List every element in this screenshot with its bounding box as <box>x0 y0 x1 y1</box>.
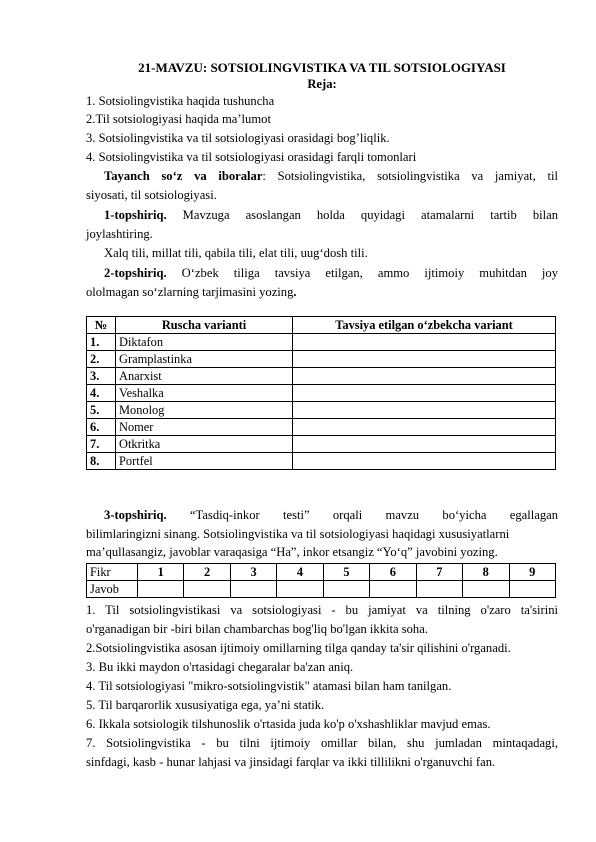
answer-cell[interactable] <box>230 581 276 598</box>
statement-line: 6. Ikkala sotsiologik tilshunoslik o'rtasida juda ko'p o'xshashliklar mavjud emas. <box>86 717 491 731</box>
row-number: 3. <box>87 368 116 385</box>
col-number-header: № <box>87 317 116 334</box>
uzbek-answer-cell[interactable] <box>293 453 556 470</box>
task2-text-cont <box>86 284 558 300</box>
task2-text: O‘zbek tiliga tavsiya etilgan, ammo ijtimoiy muhitdan joy <box>166 266 558 280</box>
uzbek-answer-cell[interactable] <box>293 351 556 368</box>
answer-row <box>87 581 556 598</box>
keywords-text-cont: siyosati, til sotsiologiyasi. <box>86 188 217 202</box>
keywords-label: Tayanch so‘z va iboralar <box>104 169 263 183</box>
answer-cell[interactable] <box>509 581 556 598</box>
statement-number: 8 <box>463 564 509 581</box>
task2-label: 2-topshiriq. <box>104 266 167 280</box>
statement-number: 4 <box>277 564 323 581</box>
task3-label: 3-topshiriq. <box>104 508 167 522</box>
task1-label: 1-topshiriq. <box>104 208 167 222</box>
page-title: 21-MAVZU: SOTSIOLINGVISTIKA VA TIL SOTSIOLOGIYASI <box>138 60 506 75</box>
table-row <box>87 419 556 436</box>
russian-word: Anarxist <box>116 368 293 385</box>
russian-word: Monolog <box>116 402 293 419</box>
answer-cell[interactable] <box>463 581 509 598</box>
task1-text: Mavzuga asoslangan holda quyidagi atamalarni tartib bilan <box>166 208 558 222</box>
answer-cell[interactable] <box>184 581 230 598</box>
russian-word: Nomer <box>116 419 293 436</box>
answer-cell[interactable] <box>138 581 184 598</box>
russian-word: Portfel <box>116 453 293 470</box>
answer-cell[interactable] <box>277 581 323 598</box>
plan-item: 1. Sotsiolingvistika haqida tushuncha <box>86 94 275 108</box>
row-number: 8. <box>87 453 116 470</box>
plan-item: 3. Sotsiolingvistika va til sotsiologiyasi orasidagi bog’liqlik. <box>86 131 390 145</box>
uzbek-answer-cell[interactable] <box>293 402 556 419</box>
statement-line: 5. Til barqarorlik xususiyatiga ega, ya’ni statik. <box>86 698 325 712</box>
answer-cell[interactable] <box>323 581 369 598</box>
plan-item: 4. Sotsiolingvistika va til sotsiologiyasi orasidagi farqli tomonlari <box>86 150 417 164</box>
keywords-text: : Sotsiolingvistika, sotsiolingvistika va jamiyat, til <box>262 169 558 183</box>
table-row <box>87 402 556 419</box>
task1-terms: Xalq tili, millat tili, qabila tili, elat tili, uug‘dosh tili. <box>104 246 368 260</box>
statement-line: 2.Sotsiolingvistika asosan ijtimoiy omillarning tilga qanday ta'sir qilishini o'rganadi. <box>86 641 511 655</box>
answer-row-label: Javob <box>87 581 138 598</box>
statement-line: 3. Bu ikki maydon o'rtasidagi chegaralar ba'zan aniq. <box>86 660 354 674</box>
statement-line: 7. Sotsiolingvistika - bu tilni ijtimoiy omillar bilan, shu jumladan mintaqadagi, <box>86 736 558 750</box>
row-number: 5. <box>87 402 116 419</box>
russian-word: Veshalka <box>116 385 293 402</box>
table-header-row <box>87 317 556 334</box>
statement-line: o'rganadigan bir -biri bilan chambarchas bog'liq bo'lgan ikkita soha. <box>86 622 428 636</box>
statement-line: 1. Til sotsiolingvistikasi va sotsiologiyasi - bu jamiyat va tilning o'zaro ta'sirini <box>86 603 558 617</box>
table-row <box>87 351 556 368</box>
row-number: 1. <box>87 334 116 351</box>
plan-item: 2.Til sotsiologiyasi haqida ma’lumot <box>86 112 271 126</box>
translation-table <box>86 316 556 470</box>
statement-number: 9 <box>509 564 556 581</box>
table-row <box>87 453 556 470</box>
uzbek-answer-cell[interactable] <box>293 436 556 453</box>
statement-line: sinfdagi, kasb - hunar lahjasi va jinsidagi farqlar va ikki tillilikni o'rganuvchi fan. <box>86 755 496 769</box>
keywords-line <box>86 168 558 184</box>
statement-number: 5 <box>323 564 369 581</box>
row-number: 2. <box>87 351 116 368</box>
col-russian-header: Ruscha varianti <box>116 317 293 334</box>
task3-line <box>86 507 558 523</box>
task2-dot: . <box>293 285 297 299</box>
table-row <box>87 385 556 402</box>
russian-word: Gramplastinka <box>116 351 293 368</box>
statement-number-row <box>87 564 556 581</box>
task2-text2: ololmagan so‘zlarning tarjimasini yozing <box>86 285 294 299</box>
uzbek-answer-cell[interactable] <box>293 368 556 385</box>
answer-cell[interactable] <box>416 581 462 598</box>
answer-sheet-table <box>86 563 556 598</box>
table-row <box>87 436 556 453</box>
statement-number: 2 <box>184 564 230 581</box>
col-uzbek-header: Tavsiya etilgan o‘zbekcha variant <box>293 317 556 334</box>
uzbek-answer-cell[interactable] <box>293 385 556 402</box>
statement-number: 6 <box>370 564 416 581</box>
statement-number: 7 <box>416 564 462 581</box>
row-number: 7. <box>87 436 116 453</box>
statement-number: 3 <box>230 564 276 581</box>
table-row <box>87 368 556 385</box>
task1-line <box>86 207 558 223</box>
answer-cell[interactable] <box>370 581 416 598</box>
statement-number: 1 <box>138 564 184 581</box>
task1-text-cont: joylashtiring. <box>86 227 153 241</box>
task3-text: “Tasdiq-inkor testi” orqali mavzu bo‘yicha egallagan <box>166 508 558 522</box>
task3-text-cont: bilimlaringizni sinang. Sotsiolingvistika va til sotsiologiyasi haqidagi xususiyatlarni <box>86 527 510 541</box>
plan-heading: Reja: <box>307 77 337 91</box>
uzbek-answer-cell[interactable] <box>293 419 556 436</box>
uzbek-answer-cell[interactable] <box>293 334 556 351</box>
russian-word: Diktafon <box>116 334 293 351</box>
table-row <box>87 334 556 351</box>
task3-text-cont: ma’qullasangiz, javoblar varaqasiga “Ha”, inkor etsangiz “Yo‘q” javobini yozing. <box>86 545 498 559</box>
statement-line: 4. Til sotsiologiyasi "mikro-sotsiolingvistik" atamasi bilan ham tanilgan. <box>86 679 452 693</box>
statement-row-label: Fikr <box>87 564 138 581</box>
row-number: 4. <box>87 385 116 402</box>
russian-word: Otkritka <box>116 436 293 453</box>
task2-line <box>86 265 558 281</box>
row-number: 6. <box>87 419 116 436</box>
